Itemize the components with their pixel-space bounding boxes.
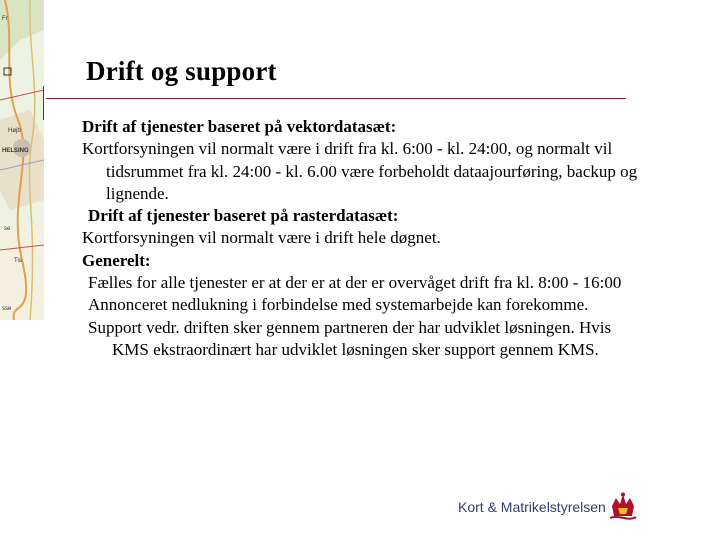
svg-text:Tis: Tis [14, 258, 22, 264]
accent-vertical-line [43, 86, 44, 120]
map-image [0, 0, 44, 320]
svg-text:Fr: Fr [2, 16, 8, 22]
heading-general: Generelt: [82, 250, 151, 270]
title-divider [46, 98, 626, 99]
heading-vector: Drift af tjenester baseret på vektordatasæt: [82, 117, 397, 136]
svg-text:sse: sse [2, 306, 12, 312]
heading-raster: Drift af tjenester baseret på rasterdatasæt: [88, 206, 399, 226]
svg-text:HELSING: HELSING [2, 148, 29, 154]
logo-text: Kort & Matrikelstyrelsen [458, 499, 606, 515]
paragraph-monitoring: Fælles for alle tjenester er at der er at der er overvåget drift fra kl. 8:00 - 16:00 [88, 273, 622, 293]
kms-logo [458, 492, 678, 524]
svg-text:Højb: Højb [8, 128, 21, 134]
svg-text:se: se [4, 226, 11, 232]
map-thumbnail-strip [0, 0, 44, 320]
paragraph-vector: Kortforsyningen vil normalt være i drift fra kl. 6:00 - kl. 24:00, og normalt vil tidsrummet fra kl. 24:00 - kl. 6.00 være forbeholdt dataajourføring, backup og lignende. [82, 139, 638, 203]
page-title: Drift og support [86, 56, 277, 86]
body-text [82, 116, 642, 361]
crown-icon [608, 492, 638, 524]
paragraph-raster: Kortforsyningen vil normalt være i drift hele døgnet. [82, 228, 441, 248]
paragraph-shutdown: Annonceret nedlukning i forbindelse med systemarbejde kan forekomme. [88, 295, 589, 315]
paragraph-support: Support vedr. driften sker gennem partneren der har udviklet løsningen. Hvis KMS ekstraordinært har udviklet løsningen sker support gennem KMS. [88, 317, 612, 359]
